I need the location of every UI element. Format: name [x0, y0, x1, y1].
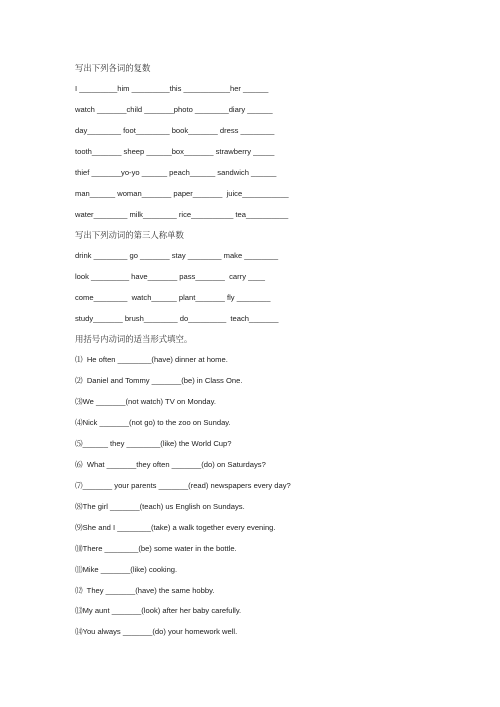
section-heading-third-person: 写出下列动词的第三人称单数 — [75, 230, 184, 240]
exercise-line: ⑴ He often ________(have) dinner at home. — [75, 355, 228, 364]
exercise-line: ⑸______ they ________(like) the World Cup? — [75, 439, 232, 448]
exercise-line: look _________ have_______ pass_______ carry ____ — [75, 272, 265, 281]
exercise-line: ⑻The girl _______(teach) us English on Sundays. — [75, 502, 245, 511]
exercise-line: come________ watch______ plant_______ fly ________ — [75, 293, 271, 302]
exercise-line: tooth_______ sheep ______box_______ strawberry _____ — [75, 147, 275, 156]
exercise-line: ⑾Mike _______(like) cooking. — [75, 565, 178, 574]
section-heading-plurals: 写出下列各词的复数 — [75, 63, 151, 73]
exercise-line: ⑹ What _______they often _______(do) on Saturdays? — [75, 460, 266, 469]
exercise-line: ⑷Nick _______(not go) to the zoo on Sunday. — [75, 418, 231, 427]
exercise-line: day________ foot________ book_______ dress ________ — [75, 126, 275, 135]
section-heading-verb-forms: 用括号内动词的适当形式填空。 — [75, 334, 193, 344]
exercise-line: ⑺_______ your parents _______(read) newspapers every day? — [75, 481, 291, 490]
exercise-line: ⑶We _______(not watch) TV on Monday. — [75, 397, 216, 406]
exercise-line: thief _______yo-yo ______ peach______ sandwich ______ — [75, 168, 277, 177]
exercise-line: study_______ brush________ do_________ teach_______ — [75, 314, 279, 323]
exercise-line: drink ________ go _______ stay ________ make ________ — [75, 251, 279, 260]
exercise-line: ⒀My aunt _______(look) after her baby carefully. — [75, 606, 242, 615]
exercise-line: man______ woman_______ paper_______ juice___________ — [75, 189, 289, 198]
exercise-line: ⑼She and I ________(take) a walk together every evening. — [75, 523, 276, 532]
exercise-line: water________ milk________ rice__________ tea__________ — [75, 210, 289, 219]
exercise-line: ⑽There ________(be) some water in the bottle. — [75, 544, 237, 553]
exercise-line: ⑿ They _______(have) the same hobby. — [75, 586, 215, 595]
exercise-line: I _________him _________this ___________her ______ — [75, 84, 269, 93]
exercise-line: watch _______child _______photo ________diary ______ — [75, 105, 273, 114]
exercise-line: ⑵ Daniel and Tommy _______(be) in Class One. — [75, 376, 243, 385]
exercise-line: ⒁You always _______(do) your homework well. — [75, 627, 238, 636]
